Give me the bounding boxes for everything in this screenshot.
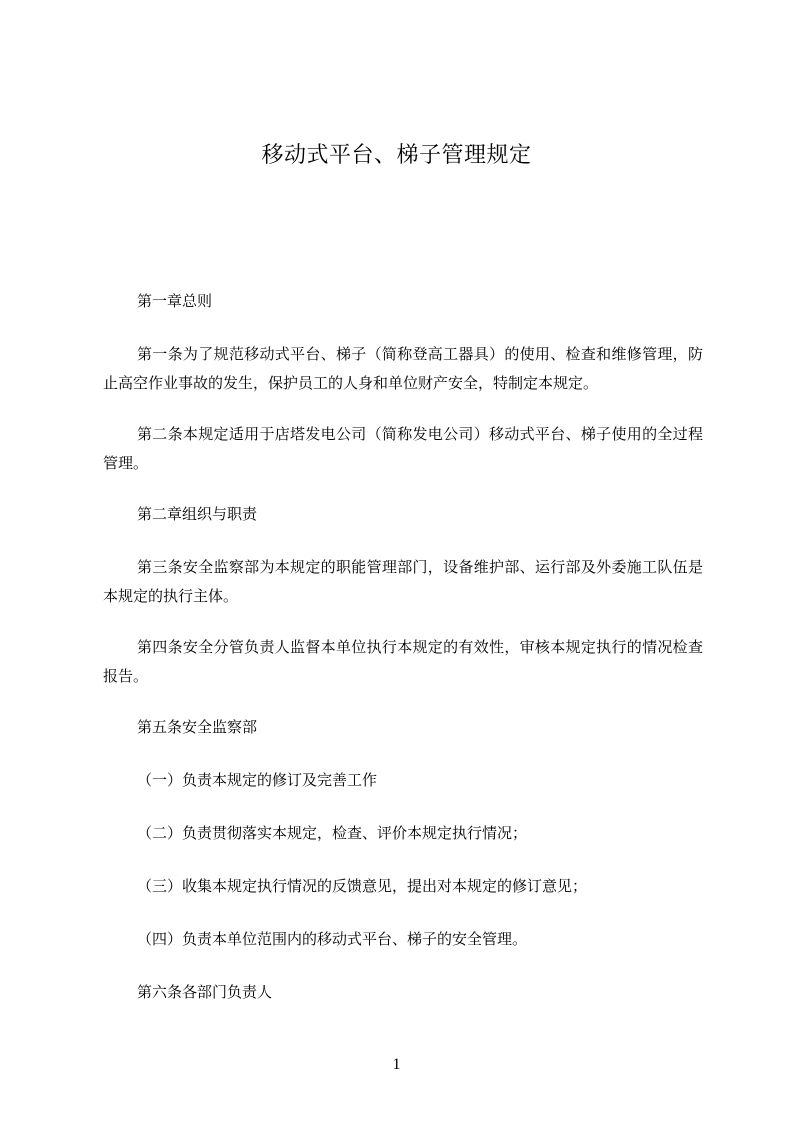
article-paragraph: 第三条安全监察部为本规定的职能管理部门，设备维护部、运行部及外委施工队伍是本规定的执行主体。 xyxy=(103,558,703,605)
list-item: （四）负责本单位范围内的移动式平台、梯子的安全管理。 xyxy=(137,930,528,948)
article-paragraph: 第六条各部门负责人 xyxy=(137,983,273,1001)
article-paragraph: 第四条安全分管负责人监督本单位执行本规定的有效性，审核本规定执行的情况检查报告。 xyxy=(103,638,703,685)
chapter-heading: 第一章总则 xyxy=(137,292,213,310)
list-item: （三）收集本规定执行情况的反馈意见，提出对本规定的修订意见； xyxy=(137,877,588,895)
list-item: （一）负责本规定的修订及完善工作 xyxy=(137,771,378,789)
page-number: 1 xyxy=(392,1056,401,1073)
article-paragraph: 第五条安全监察部 xyxy=(137,718,258,736)
chapter-heading: 第二章组织与职责 xyxy=(137,505,258,523)
article-paragraph: 第二条本规定适用于店塔发电公司（简称发电公司）移动式平台、梯子使用的全过程管理。 xyxy=(103,425,703,472)
article-paragraph: 第一条为了规范移动式平台、梯子（简称登高工器具）的使用、检查和维修管理，防止高空作业事故的发生，保护员工的人身和单位财产安全，特制定本规定。 xyxy=(103,345,703,392)
document-title: 移动式平台、梯子管理规定 xyxy=(261,143,532,168)
list-item: （二）负责贯彻落实本规定，检查、评价本规定执行情况； xyxy=(137,824,528,842)
